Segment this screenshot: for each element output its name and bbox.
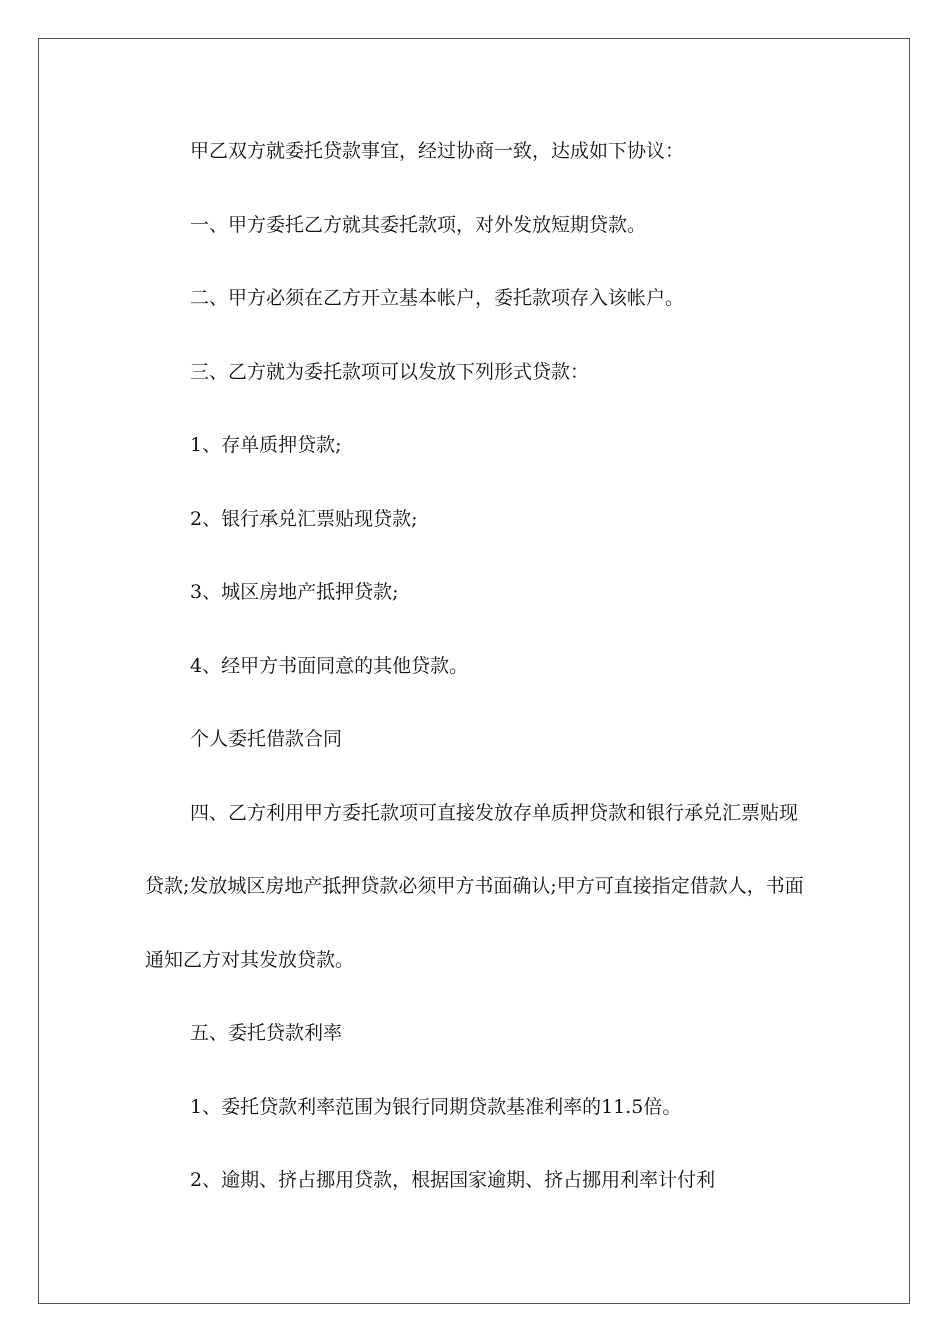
section-title: 个人委托借款合同: [190, 728, 343, 750]
list-item-loan-type-3: 3、城区房地产抵押贷款;: [190, 581, 399, 603]
paragraph-clause-1: 一、甲方委托乙方就其委托款项，对外发放短期贷款。: [190, 213, 647, 236]
list-item-interest-2: 2、逾期、挤占挪用贷款，根据国家逾期、挤占挪用利率计付利: [190, 1169, 716, 1191]
paragraph-clause-4: 四、乙方利用甲方委托款项可直接发放存单质押贷款和银行承兑汇票贴现贷款;发放城区房地产抵押贷款必须甲方书面确认;甲方可直接指定借款人，书面通知乙方对其发放贷款。: [145, 801, 804, 971]
list-item-loan-type-2: 2、银行承兑汇票贴现贷款;: [190, 507, 418, 530]
list-item-loan-type-1: 1、存单质押贷款;: [190, 434, 342, 456]
paragraph-clause-4-block: [145, 790, 805, 1011]
paragraph-clause-3: 三、乙方就为委托款项可以发放下列形式贷款：: [190, 360, 590, 383]
list-item-loan-type-4: 4、经甲方书面同意的其他贷款。: [190, 654, 469, 677]
paragraph-intro: 甲乙双方就委托贷款事宜，经过协商一致，达成如下协议：: [190, 140, 685, 162]
paragraph-clause-5-heading: 五、委托贷款利率: [190, 1022, 343, 1044]
paragraph-clause-2: 二、甲方必须在乙方开立基本帐户，委托款项存入该帐户。: [190, 287, 685, 309]
document-body: [145, 128, 805, 1231]
list-item-interest-1: 1、委托贷款利率范围为银行同期贷款基准利率的11.5倍。: [190, 1095, 682, 1118]
